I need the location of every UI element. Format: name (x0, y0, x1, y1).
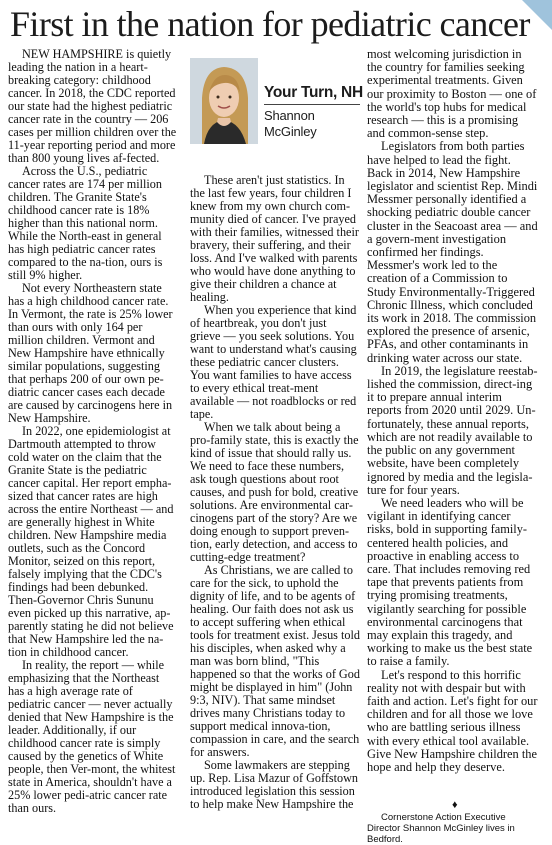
end-mark-icon: ♦ (452, 799, 458, 811)
paragraph: most welcoming jurisdiction in the country for families seeking experimental treatments. Given our proximity to Boston — one of the world's top hubs for medical research — this is a promising and common-sense step. (367, 47, 537, 141)
paragraph: NEW HAMPSHIRE is quietly leading the nation in a heart-breaking category: childhood cancer. In 2018, the CDC reported our state had the highest pediatric cancer rate in the country — 206 cases per million children over the 11-year reporting period and more than 800 young lives af-fected. (8, 47, 177, 165)
paragraph: These aren't just statistics. In the last few years, four children I knew from my own church com-munity died of cancer. I've prayed with their families, witnessed their bravery, their suffering, and their loss. And I've walked with parents who would have done anything to give their children a chance at healing. (190, 173, 359, 304)
article-column-3 (367, 48, 539, 774)
paragraph: Let's respond to this horrific reality not with despair but with faith and action. Let's fight for our children and for all those we love who are battling serious illness with every ethical tool available. Give New Hampshire children the hope and help they deserve. (367, 667, 538, 774)
paragraph: When you experience that kind of heartbreak, you don't just grieve — you seek solutions. You want to understand what's causing these pediatric cancer clusters. You want families to have access to every ethical treat-ment available — not roadblocks or red tape. (190, 303, 357, 421)
paragraph: When we talk about being a pro-family state, this is exactly the kind of issue that should rally us. We need to face these numbers, ask tough questions about root causes, and push for bold, creative solutions. Are environmental car-cinogens part of the story? Are we doing enough to support preven-tion, early detection, and access to cutting-edge treatment? (190, 420, 359, 564)
author-name: Shannon McGinley (264, 108, 317, 139)
paragraph: Legislators from both parties have helped to lead the fight. Back in 2014, New Hampshire legislator and scientist Rep. Mindi Messmer personally identified a shocking pediatric double cancer cluster in the Seacoast area — and a govern-ment investigation confirmed her findings. Messmer's work led to the creation of a Commission to Study Environmentally-Triggered Chronic Illness, which concluded its work in 2018. The commission explored the presence of arsenic, PFAs, and other contaminants in drinking water across our state. (367, 139, 538, 365)
paragraph: As Christians, we are called to care for the sick, to uphold the dignity of life, and to be agents of healing. Our faith does not ask us to accept suffering when ethical tools for treatment exist. Jesus told his disciples, when asked why a man was born blind, "This happened so that the works of God might be displayed in him" (John 9:3, NIV). That same mindset drives many Christians today to support medical innova-tion, compassion in care, and the search for answers. (190, 563, 360, 759)
paragraph: In 2019, the legislature reestab-lished the commission, direct-ing it to prepare annual interim reports from 2020 until 2029. Un-fortunately, these annual reports, which are not readily available to the public on any government website, have been completely ignored by media and the legisla-ture for four years. (367, 363, 538, 497)
series-title: Your Turn, NH (264, 84, 363, 101)
paragraph: Not every Northeastern state has a high childhood cancer rate. In Vermont, the rate is 25% lower than ours with only 164 per million children. Vermont and New Hampshire have ethnically similar populations, suggesting that perhaps 200 of our own pe-diatric cancer cases each decade are caused by carcinogens here in New Hampshire. (8, 281, 173, 425)
article-column-1 (8, 48, 178, 815)
paragraph: In reality, the report — while emphasizing that the Northeast has a high average rate of pediatric cancer — never actually denied that New Hampshire is the leader. Additionally, if our childhood cancer rate is simply caused by the genetics of White people, then Ver-mont, the whitest state in America, shouldn't have a 25% lower pedi-atric cancer rate than ours. (8, 658, 176, 815)
author-note: Cornerstone Action Executive Director Shannon McGinley lives in Bedford. (367, 812, 515, 845)
author-photo (190, 58, 258, 144)
byline-divider (264, 104, 360, 105)
headline: First in the nation for pediatric cancer (10, 4, 530, 44)
paragraph: Across the U.S., pediatric cancer rates are 174 per million children. The Granite State's childhood cancer rate is 18% higher than this national norm. While the North-east in general has high pediatric cancer rates compared to the na-tion, ours is still 9% higher. (8, 164, 163, 282)
paragraph: We need leaders who will be vigilant in identifying cancer risks, bold in supporting family-centered health policies, and proactive in enabling access to care. That includes removing red tape that prevents patients from trying promising treatments, vigilantly searching for possible environmental carcinogens that may explain this tragedy, and working to make us the best state to raise a family. (367, 495, 533, 669)
byline (264, 84, 364, 140)
paragraph: In 2022, one epidemiologist at Dartmouth attempted to throw cold water on the claim that the Granite State is the pediatric cancer capital. Her report empha-sized that cancer rates are high across the entire Northeast — and are generally highest in White children. New Hampshire media outlets, such as the Concord Monitor, seized on this report, falsely implying that the CDC's findings had been debunked. Then-Governor Chris Sununu even picked up this narrative, ap-parently stating he did not believe that New Hampshire led the na-tion in childhood cancer. (8, 424, 174, 659)
paragraph: Some lawmakers are stepping up. Rep. Lisa Mazur of Goffstown introduced legislation this session to help make New Hampshire the (190, 758, 359, 811)
article-column-2 (190, 174, 360, 811)
page-corner-fold-icon (522, 0, 552, 30)
